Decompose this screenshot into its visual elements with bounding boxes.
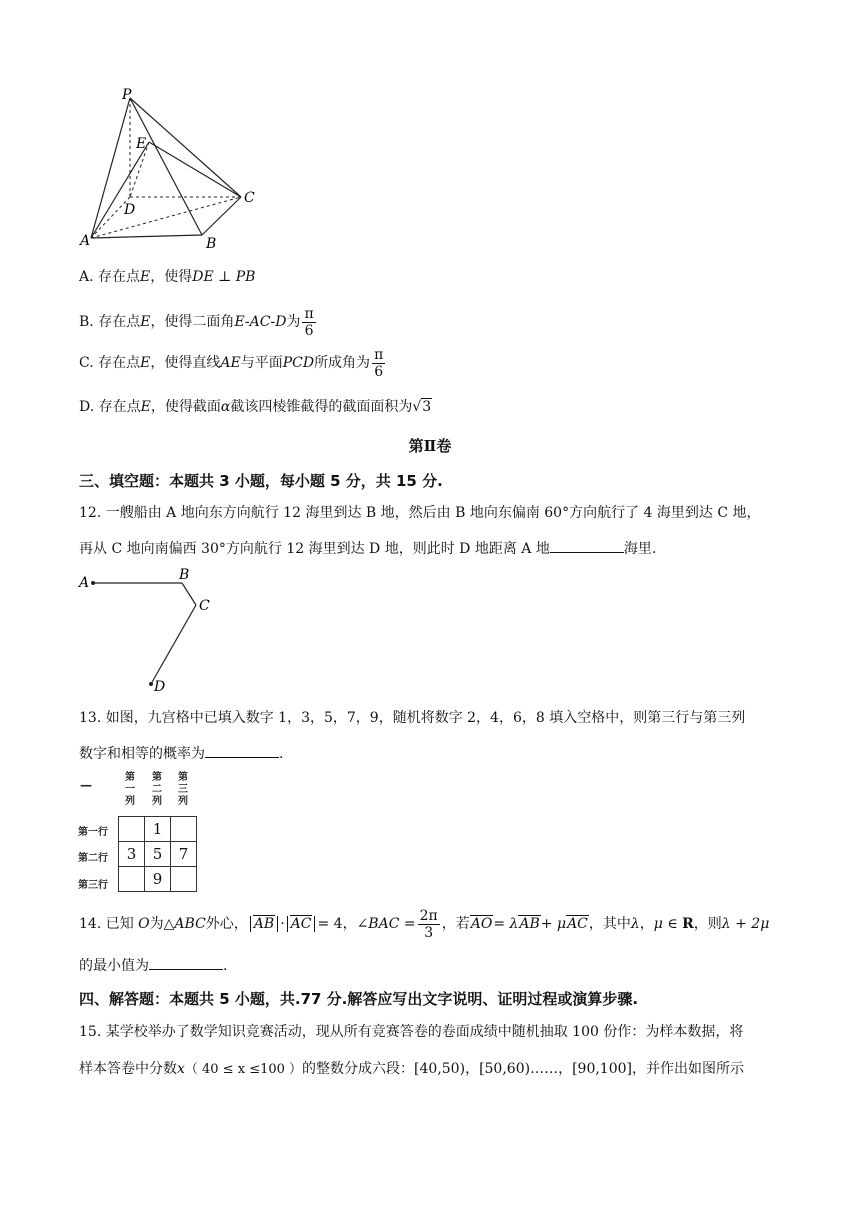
option-c	[79, 345, 387, 381]
label-B: B	[206, 236, 217, 252]
q14-answer-blank[interactable]	[149, 955, 223, 970]
q12-label-A: A	[79, 575, 90, 591]
option-a-prefix: A. 存在点	[79, 269, 141, 285]
q13-line2	[79, 743, 283, 765]
option-c-point: E	[140, 355, 151, 371]
option-d-prefix: D. 存在点	[79, 399, 141, 415]
q13-row-head-3: 第三行	[78, 880, 108, 891]
q14-fraction	[418, 908, 440, 941]
q13-row-head-2: 第二行	[78, 853, 108, 864]
q14-t5: ，	[639, 916, 654, 932]
q15-seg2: [50,60)	[479, 1061, 531, 1077]
q13-cell-r2c3: 7	[170, 841, 197, 867]
option-c-fraction	[372, 347, 385, 380]
q15-range: （ 40 ≤ x ≤100 ）	[184, 1062, 303, 1077]
option-c-line: AE	[220, 355, 241, 371]
q12-line2-end: 海里.	[623, 541, 657, 557]
q13-cell-r3c2: 9	[144, 866, 171, 892]
q14-eq-lambda: = λ	[493, 916, 519, 932]
q14-R: R	[682, 916, 694, 932]
pyramid-figure	[78, 85, 263, 255]
q14-angle: ∠BAC =	[356, 916, 416, 932]
label-P: P	[122, 87, 132, 103]
edge-EC	[149, 142, 241, 197]
q13-cell-r2c1: 3	[118, 841, 145, 867]
option-b	[79, 304, 318, 340]
q15-line2-a: 样本答卷中分数	[79, 1061, 177, 1077]
q14-t2: 外心，	[205, 916, 248, 932]
option-b-den: 6	[304, 322, 314, 339]
q14-t6: ，则	[693, 916, 722, 932]
q12-label-C: C	[199, 598, 210, 614]
option-d-mid: ，使得截面	[150, 399, 221, 415]
section3-heading: 三、填空题：本题共 3 小题，每小题 5 分，共 15 分.	[79, 472, 443, 490]
edge-AB	[91, 235, 202, 238]
edge-AC	[91, 197, 241, 238]
q13-cell-r2c2: 5	[144, 841, 171, 867]
q15-dots: ……	[530, 1061, 559, 1077]
q13-cell-r3c1[interactable]	[118, 866, 145, 892]
option-b-tail: 为	[286, 314, 301, 330]
option-b-num: π	[304, 305, 314, 322]
label-D: D	[124, 202, 136, 218]
q13-line1: 13. 如图，九宫格中已填入数字 1，3，5，7，9，随机将数字 2，4，6，8 填入空格中，则第三行与第三列	[79, 710, 746, 726]
q12-segment-CD	[151, 605, 196, 684]
q14-O: O	[138, 916, 150, 932]
option-d-sqrt-value: 3	[422, 399, 432, 415]
option-b-mid: ，使得二面角	[150, 314, 235, 330]
option-d	[79, 396, 432, 418]
q14-prefix: 14. 已知	[79, 916, 134, 932]
q15-x: x	[177, 1061, 185, 1077]
option-c-mid2: 与平面	[240, 355, 283, 371]
q14-line2-end: .	[223, 958, 228, 974]
q14-vec-AC-2: AC	[567, 916, 588, 932]
q14-t3: ，若	[441, 916, 470, 932]
q14-abs-AB	[250, 916, 278, 932]
q13-grid-dash: —	[80, 778, 92, 792]
option-d-sqrt: √3	[412, 399, 432, 415]
option-b-prefix: B. 存在点	[79, 314, 141, 330]
option-c-num: π	[374, 346, 384, 363]
part2-title: 第Ⅱ卷	[408, 437, 452, 455]
q12-line2	[79, 538, 656, 560]
q13-line2-end: .	[279, 746, 284, 762]
q12-route-figure	[78, 562, 228, 692]
q12-label-B: B	[179, 567, 190, 583]
option-a-point: E	[140, 269, 151, 285]
q14-abs-AC	[287, 916, 316, 932]
q15-seg1: [40,50)	[414, 1061, 466, 1077]
edge-EA	[91, 142, 149, 238]
q12-label-D: D	[154, 679, 166, 692]
q13-cell-r1c3[interactable]	[170, 816, 197, 842]
label-C: C	[244, 190, 255, 206]
q14-eq4: = 4	[317, 916, 343, 932]
q13-cell-r1c2: 1	[144, 816, 171, 842]
q15-line2: 样本答卷中分数x（ 40 ≤ x ≤100 ）的整数分成六段：[40,50)，[50,60)……，[90,100]，并作出如图所示	[79, 1061, 744, 1077]
q13-row-head-1: 第一行	[78, 827, 108, 838]
q13-cell-r1c1[interactable]	[118, 816, 145, 842]
option-a-mid: ，使得	[150, 269, 193, 285]
q13-answer-blank[interactable]	[205, 743, 279, 758]
q14-vec-AO: AO	[470, 916, 493, 932]
q14-plus-mu: + μ	[540, 916, 567, 932]
q13-col-head-1: 第 一 列	[125, 772, 135, 807]
q13-line2-text: 数字和相等的概率为	[79, 746, 205, 762]
option-c-plane: PCD	[282, 355, 315, 371]
q15-seg3: [90,100]	[572, 1061, 632, 1077]
option-b-point: E	[140, 314, 151, 330]
option-c-den: 6	[374, 363, 384, 380]
q14-t4: ，其中	[588, 916, 631, 932]
q12-point-D	[149, 682, 153, 686]
label-A: A	[80, 233, 91, 249]
option-b-angle: E-AC-D	[234, 314, 287, 330]
option-d-point: E	[140, 399, 151, 415]
q15-line2-b: 的整数分成六段：	[302, 1061, 415, 1077]
q14-lambda: λ	[630, 916, 640, 932]
option-c-tail: 所成角为	[314, 355, 371, 371]
q14-line1: 14. 已知 O为△ABC外心， AB · AC = 4，∠BAC = $\frac{2\pi}{3}$ ，若AO= λAB+ μAC，其中λ，μ ∈ R，则λ + 2μ	[79, 907, 770, 941]
q12-line2-text: 再从 C 地向南偏西 30°方向航行 12 海里到达 D 地，则此时 D 地距离 A 地	[79, 541, 550, 557]
option-a-expr: DE ⊥ PB	[192, 269, 256, 285]
q14-vec-AC: AC	[290, 916, 312, 932]
q14-t1: 为	[149, 916, 164, 932]
option-d-alpha: α	[220, 399, 231, 415]
q13-col-head-2: 第 二 列	[152, 772, 162, 807]
option-c-prefix: C. 存在点	[79, 355, 141, 371]
q12-line1: 12. 一艘船由 A 地向东方向航行 12 海里到达 B 地，然后由 B 地向东偏南 60°方向航行了 4 海里到达 C 地，	[79, 505, 761, 521]
option-a	[79, 266, 255, 288]
q12-segment-BC	[182, 583, 196, 605]
edge-PC	[130, 98, 241, 197]
option-b-fraction	[302, 306, 315, 339]
q14-num: 2π	[419, 907, 438, 924]
q14-line2	[79, 955, 227, 977]
q14-mu-in: μ ∈	[653, 916, 683, 932]
q15-line1: 15. 某学校举办了数学知识竞赛活动，现从所有竞赛答卷的卷面成绩中随机抽取 100 份作：为样本数据，将	[79, 1024, 744, 1040]
q14-expr: λ + 2μ	[721, 916, 770, 932]
label-E: E	[136, 136, 147, 152]
q15-line2-c: ，并作出如图所示	[632, 1061, 744, 1077]
option-c-mid: ，使得直线	[150, 355, 221, 371]
edge-BC	[202, 197, 241, 235]
q14-den: 3	[424, 924, 434, 941]
q13-col-head-3: 第 三 列	[178, 772, 188, 807]
q13-cell-r3c3[interactable]	[170, 866, 197, 892]
option-d-tail: 截该四棱锥截得的截面面积为	[230, 399, 413, 415]
q14-vec-AB-2: AB	[519, 916, 540, 932]
q14-line2-text: 的最小值为	[79, 958, 149, 974]
section4-heading: 四、解答题：本题共 5 小题，共.77 分.解答应写出文字说明、证明过程或演算步骤.	[79, 990, 639, 1008]
q14-triangle: △ABC	[163, 916, 206, 932]
q14-vec-AB: AB	[253, 916, 275, 932]
q12-answer-blank[interactable]	[550, 538, 624, 553]
